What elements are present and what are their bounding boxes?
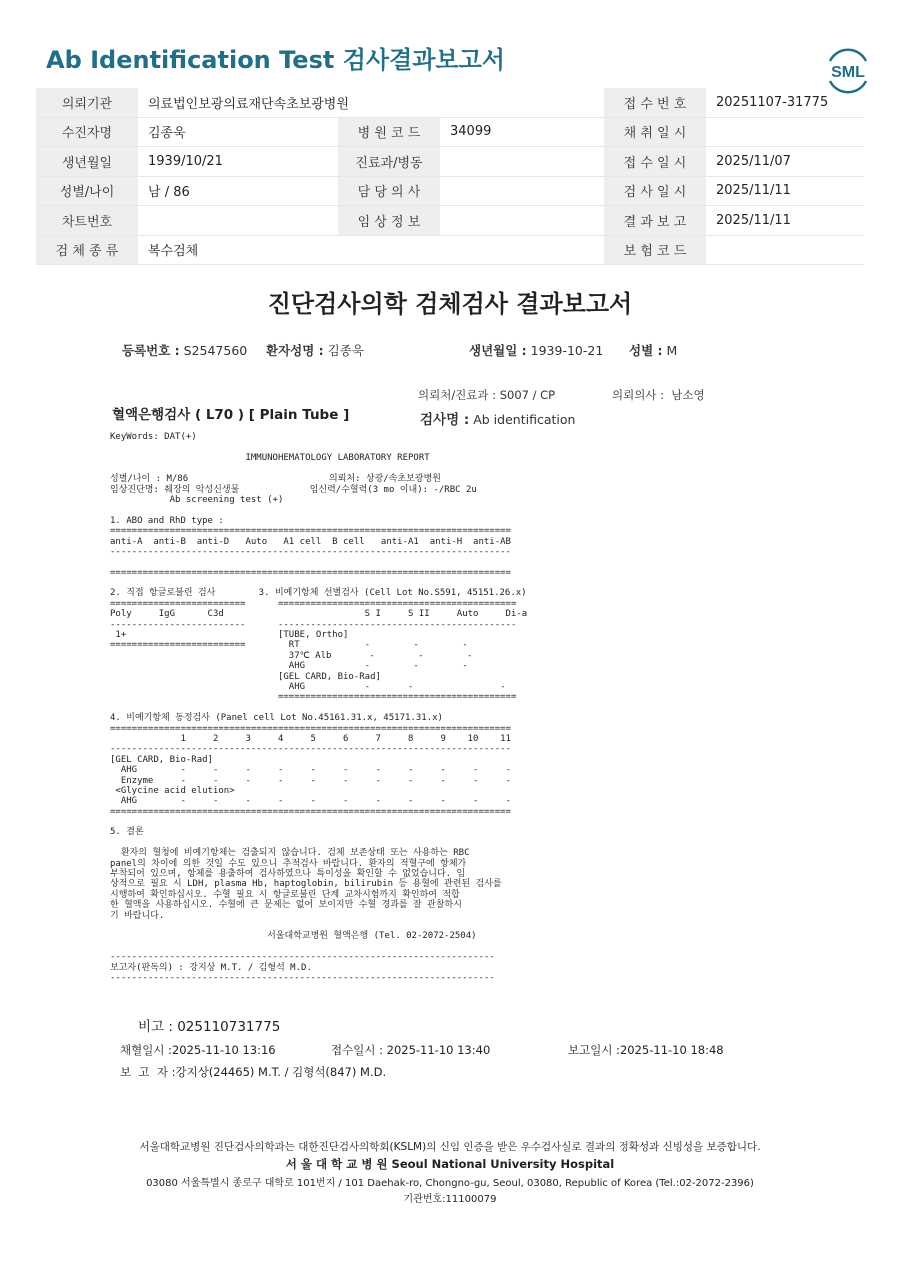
- printout-line: [110, 942, 527, 952]
- printout-line: ==========================================================================: [110, 526, 511, 537]
- printout-line: ------------------------- --------------------------------------------: [110, 619, 517, 630]
- printout-line: 한 혈액을 사용하십시오. 수혈에 큰 문제는 없어 보이지만 수혈 경과를 잘 관찰하시: [110, 900, 462, 911]
- printout-line: 임상진단명: 췌장의 악성신생물 임신력/수혈력(3 mo 이내): -/RBC 2u: [110, 484, 477, 495]
- printout-line: ========================= ============================================: [110, 598, 517, 609]
- sml-logo: [812, 28, 866, 81]
- printout-line: [110, 703, 527, 713]
- printout-line: AHG - - - - - - - - - - -: [110, 796, 511, 807]
- info-label: 차트번호: [36, 206, 138, 236]
- info-value: 김종욱: [138, 117, 338, 147]
- registration-number: 등록번호 : S2547560: [122, 343, 248, 358]
- printout-line: AHG - - -: [110, 681, 506, 692]
- printout-line: 1 2 3 4 5 6 7 8 9 10 11: [110, 733, 511, 744]
- info-value: 1939/10/21: [138, 147, 338, 177]
- requesting-dept: 의뢰처/진료과 : S007 / CP: [418, 388, 556, 402]
- sex: 성별 : M: [629, 343, 678, 358]
- report-time: 보고일시 :2025-11-10 18:48: [568, 1043, 724, 1057]
- printout-line: panel의 차이에 의한 것일 수도 있으니 추적검사 바랍니다. 환자의 적혈구에 항체가: [110, 858, 467, 869]
- info-value: [440, 176, 604, 206]
- lab-printout: [110, 443, 527, 983]
- printout-line: 기 바랍니다.: [110, 910, 165, 921]
- info-value: 남 / 86: [138, 176, 338, 206]
- printout-line: [110, 817, 527, 827]
- info-value: [706, 235, 864, 265]
- info-row: [36, 88, 864, 117]
- info-label: 검 사 일 시: [604, 176, 706, 206]
- printout-line: [110, 838, 527, 848]
- printout-line: Ab screening test (+): [110, 494, 284, 505]
- printout-line: -----------------------------------------------------------------------: [110, 972, 495, 983]
- printout-line: 37℃ Alb - - -: [110, 650, 473, 661]
- printout-line: 2. 직접 항글로불린 검사 3. 비예기항체 선별검사 (Cell Lot No.S591, 45151.26.x): [110, 588, 527, 599]
- printout-line: ==========================================================================: [110, 567, 511, 578]
- info-row: [36, 147, 864, 177]
- info-row: [36, 117, 864, 147]
- info-label: 검 체 종 류: [36, 235, 138, 265]
- info-value: 34099: [440, 117, 604, 147]
- info-label: 수진자명: [36, 117, 138, 147]
- printout-line: <Glycine acid elution>: [110, 785, 235, 796]
- printout-line: --------------------------------------------------------------------------: [110, 546, 511, 557]
- report-title: Ab Identification Test 검사결과보고서: [46, 46, 505, 74]
- certification-text: 서울대학교병원 진단검사의학과는 대한진단검사의학회(KSLM)의 신임 인증을 받은 우수검사실로 결과의 정확성과 신빙성을 보증합니다.: [139, 1141, 761, 1153]
- printout-line: [110, 464, 527, 474]
- birth-date: 생년월일 : 1939-10-21: [469, 343, 604, 358]
- printout-line: Poly IgG C3d S I S II Auto Di-a: [110, 609, 528, 620]
- logo-text: SML: [831, 64, 866, 81]
- info-label: 접 수 일 시: [604, 147, 706, 177]
- info-value: [138, 206, 338, 236]
- info-row: [36, 206, 864, 236]
- info-label: 결 과 보 고: [604, 206, 706, 236]
- hospital-name: 서 울 대 학 교 병 원 Seoul National University Hospital: [285, 1157, 615, 1171]
- printout-line: 상적으로 필요 시 LDH, plasma Hb, haptoglobin, bilirubin 등 용혈에 관련된 검사를: [110, 879, 502, 890]
- info-label: 병 원 코 드: [338, 117, 440, 147]
- info-value: 복수검체: [138, 235, 604, 265]
- printout-line: anti-A anti-B anti-D Auto A1 cell B cell anti-A1 anti-H anti-AB: [110, 536, 511, 547]
- printout-line: ============================================: [110, 692, 517, 703]
- info-value: 2025/11/07: [706, 147, 864, 177]
- info-value: 의료법인보광의료재단속초보광병원: [138, 88, 604, 117]
- info-label: 의뢰기관: [36, 88, 138, 117]
- info-value: 2025/11/11: [706, 176, 864, 206]
- patient-info-table: [36, 88, 864, 265]
- printout-line: ==========================================================================: [110, 806, 511, 817]
- printout-line: -----------------------------------------------------------------------: [110, 952, 495, 963]
- printout-line: [110, 921, 527, 931]
- printout-line: AHG - - - - - - - - - - -: [110, 765, 511, 776]
- keywords: KeyWords: DAT(+): [110, 432, 197, 442]
- printout-line: IMMUNOHEMATOLOGY LABORATORY REPORT: [110, 453, 430, 464]
- collection-time: 채혈일시 :2025-11-10 13:16: [120, 1043, 276, 1057]
- info-label: 진료과/병동: [338, 147, 440, 177]
- printout-line: 1+ [TUBE, Ortho]: [110, 630, 349, 641]
- info-value: [440, 147, 604, 177]
- info-value: 2025/11/11: [706, 206, 864, 236]
- note: 비고 : 025110731775: [138, 1019, 281, 1035]
- info-label: 채 취 일 시: [604, 117, 706, 147]
- info-label: 성별/나이: [36, 176, 138, 206]
- patient-name: 환자성명 : 김종욱: [266, 343, 364, 358]
- printout-line: [GEL CARD, Bio-Rad]: [110, 671, 381, 682]
- printout-line: --------------------------------------------------------------------------: [110, 744, 511, 755]
- printout-line: [110, 505, 527, 515]
- requesting-doctor: 의뢰의사 : 남소영: [612, 388, 705, 402]
- printout-line: [110, 578, 527, 588]
- info-value: 20251107-31775: [706, 88, 864, 117]
- printout-line: 4. 비예기항체 동정검사 (Panel cell Lot No.45161.31.x, 45171.31.x): [110, 713, 443, 724]
- printout-line: [110, 557, 527, 567]
- reporter: 보 고 자 :강지상(24465) M.T. / 김형석(847) M.D.: [120, 1065, 387, 1079]
- institution-code: 기관번호:11100079: [403, 1194, 497, 1205]
- printout-line: 보고자(판독의) : 강지상 M.T. / 김형석 M.D.: [110, 962, 312, 973]
- printout-line: Enzyme - - - - - - - - - - -: [110, 775, 511, 786]
- printout-line: 5. 결론: [110, 827, 144, 838]
- report-heading: 진단검사의학 검체검사 결과보고서: [267, 290, 633, 318]
- info-row: [36, 235, 864, 265]
- printout-line: ==========================================================================: [110, 723, 511, 734]
- printout-line: AHG - - -: [110, 661, 468, 672]
- test-name: 검사명 : Ab identification: [420, 412, 576, 428]
- printout-line: 1. ABO and RhD type :: [110, 515, 224, 526]
- info-value: [706, 117, 864, 147]
- printout-line: 성별/나이 : M/86 의뢰처: 상광/속초보광병원: [110, 474, 441, 485]
- printout-line: 서울대학교병원 혈액은행 (Tel. 02-2072-2504): [110, 931, 477, 942]
- hospital-address: 03080 서울특별시 종로구 대학로 101번지 / 101 Daehak-ro, Chongno-gu, Seoul, 03080, Republic of Korea (Tel.:02-2072-2396): [146, 1178, 754, 1189]
- info-label: 보 험 코 드: [604, 235, 706, 265]
- test-group: 혈액은행검사 ( L70 ) [ Plain Tube ]: [112, 407, 350, 423]
- info-row: [36, 176, 864, 206]
- info-value: [440, 206, 604, 236]
- printout-line: ========================= RT - - -: [110, 640, 468, 651]
- printout-line: [GEL CARD, Bio-Rad]: [110, 754, 213, 765]
- receipt-time: 접수일시 : 2025-11-10 13:40: [331, 1043, 491, 1057]
- info-label: 생년월일: [36, 147, 138, 177]
- printout-line: 환자의 혈청에 비예기항체는 검출되지 않습니다. 검체 보존상태 또는 사용하는 RBC: [110, 848, 470, 859]
- info-label: 임 상 정 보: [338, 206, 440, 236]
- printout-line: 부착되어 있으며, 항체를 용출하여 검사하였으나 특이성을 확인할 수 없었습니다. 임: [110, 869, 466, 880]
- info-label: 담 당 의 사: [338, 176, 440, 206]
- info-label: 접 수 번 호: [604, 88, 706, 117]
- printout-line: 시행하여 확인하십시오. 수혈 필요 시 항글로불린 단계 교차시험까지 확인하여 적합: [110, 889, 460, 900]
- printout-line: [110, 443, 527, 453]
